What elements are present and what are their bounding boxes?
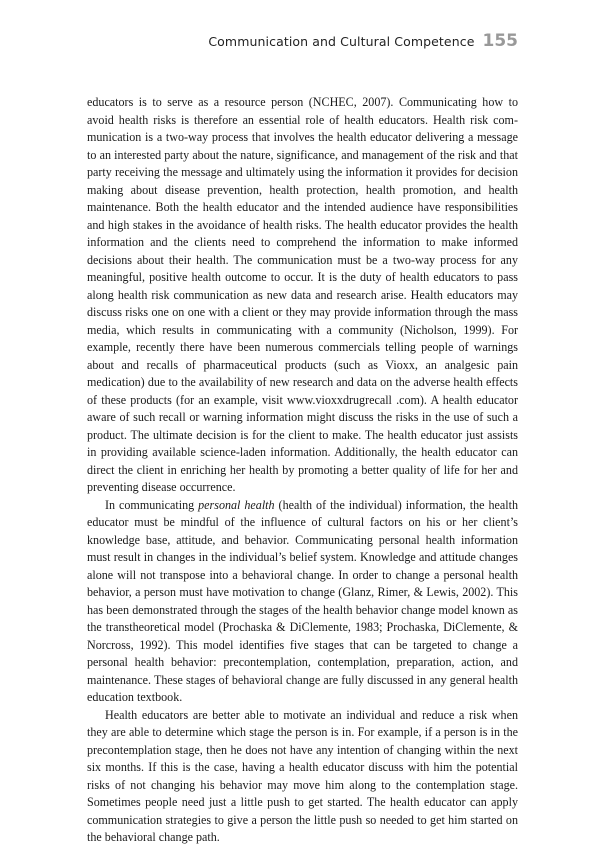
running-title: Communication and Cultural Competence bbox=[208, 34, 475, 49]
paragraph-stages: Health educators are better able to motivate an individual and reduce a risk when they are able to determine which stage the person is in. For example, if a person is in the precontemplation stage, then he does not have any intention of changing within the next six months. If this is the case, having a health educator discuss with him the potential risks of not changing his behavior may move him along to the contemplation stage. Sometimes people need just a little push to get started. The health educator can apply communication strategies to give a person the little push so needed to get him started on the behavioral change path. bbox=[87, 707, 518, 844]
paragraph-continued: educators is to serve as a resource person (NCHEC, 2007). Communicating how to avoid health risks is therefore an essential role of health educators. Health risk communication is a two-way process that involves the health educator delivering a message to an interested party about the nature, significance, and management of the risk and that party receiving the message and ultimately using the information it provides for decision making about disease prevention, health protection, health promotion, and health maintenance. Both the health educator and the intended audience have responsibilities and high stakes in the avoidance of health risks. The health educator provides the health information and the clients need to comprehend the information to make informed decisions about their health. The communication must be a two-way process for any meaningful, positive health outcome to occur. It is the duty of health educators to pass along health risk communication as new data and research arise. Health educators may discuss risks one on one with a client or they may provide information through the mass media, which results in communicating with a community (Nicholson, 1999). For example, recently there have been numerous commercials telling people of warnings about and recalls of pharmaceutical products (such as Vioxx, an analgesic pain medication) due to the availability of new research and data on the adverse health effects of these products (for an example, visit www.vioxxdrugrecall .com). A health educator aware of such recall or warning information might discuss the risks in the use of such a product. The ultimate decision is for the client to make. The health educator just assists in providing available science-laden information. Additionally, the health educator can direct the client in enriching her health by promoting a better quality of life for her and preventing disease occurrence. bbox=[87, 95, 518, 494]
term-personal-health: personal health bbox=[198, 497, 275, 512]
paragraph-personal-health bbox=[87, 497, 518, 707]
paragraph-rest: (health of the individual) information, the health educator must be mindful of the influence of cultural factors on his or her client’s knowledge base, attitude, and behavior. Communicating personal health information must result in changes in the individual’s belief system. Knowledge and attitude changes alone will not transpose into a behavioral change. In order to change a personal health behavior, a person must have motivation to change (Glanz, Rimer, & Lewis, 2002). This has been demonstrated through the stages of the health behavior change model known as the transtheoretical model (Prochaska & DiClemente, 1983; Prochaska, DiClemente, & Norcross, 1992). This model identifies five stages that can be targeted to change a personal health behavior: precontemplation, contemplation, preparation, action, and maintenance. These stages of behavioral change are fully discussed in any general health education textbook. bbox=[87, 497, 518, 704]
running-head bbox=[208, 31, 518, 51]
paragraph-lead: In communicating bbox=[105, 497, 199, 512]
page-number: 155 bbox=[482, 31, 518, 51]
body-text bbox=[87, 94, 518, 847]
